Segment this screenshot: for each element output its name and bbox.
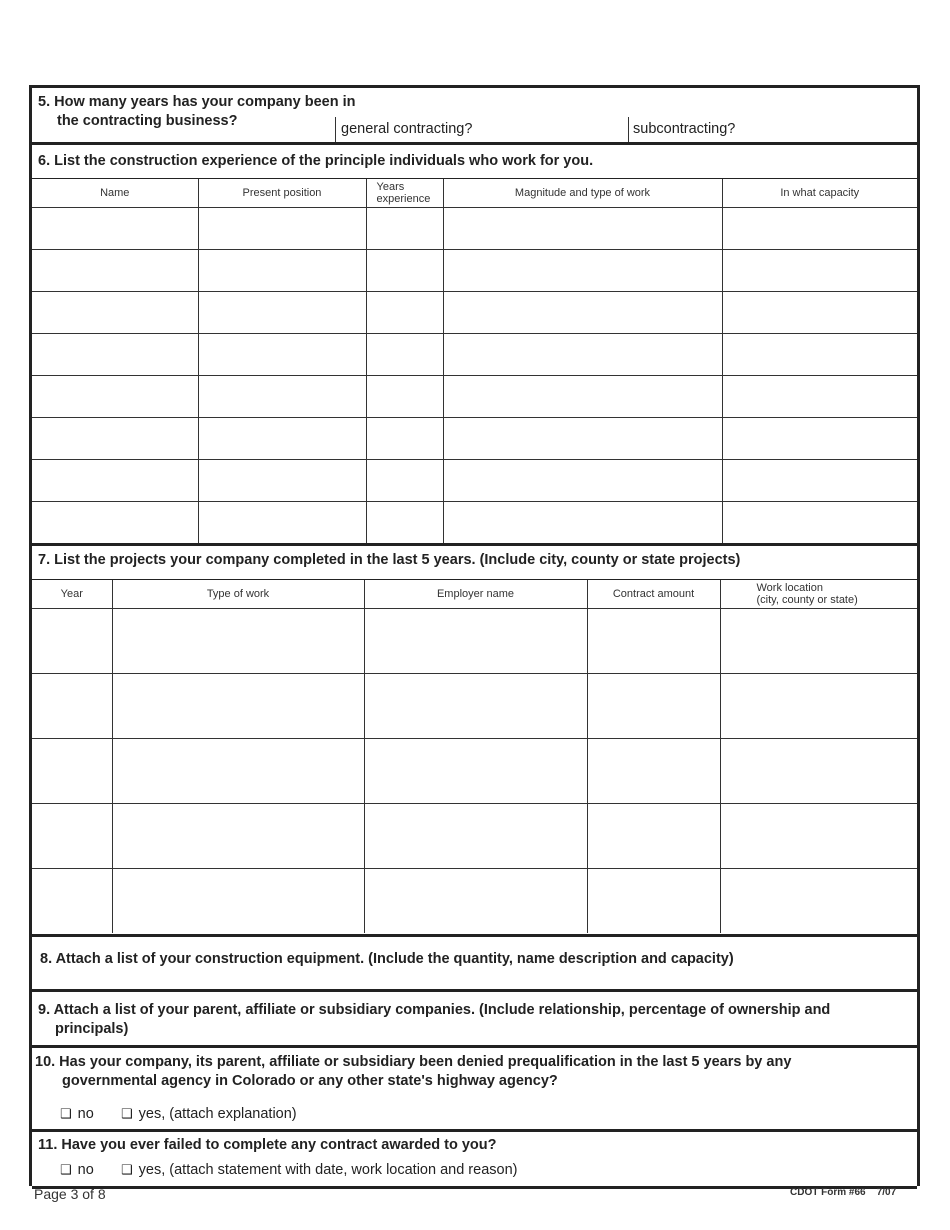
q10-yes-option[interactable]: ❑ yes, (attach explanation) [121,1106,297,1122]
divider [32,543,917,546]
header-contract-amount: Contract amount [587,580,720,608]
table-row[interactable] [32,207,917,249]
subcontracting-field[interactable]: subcontracting? [633,121,736,137]
divider [32,142,917,145]
q7-label: 7. List the projects your company completed in the last 5 years. (Include city, county or state projects) [38,552,741,568]
header-work-location: Work location (city, county or state) [720,580,917,608]
divider [32,1186,917,1189]
checkbox-icon[interactable]: ❑ [121,1106,133,1122]
divider [32,1129,917,1132]
q7-table [32,580,917,933]
table-row[interactable] [32,333,917,375]
q11-yes-option[interactable]: ❑ yes, (attach statement with date, work location and reason) [121,1162,518,1178]
checkbox-icon[interactable]: ❑ [60,1106,72,1122]
q11-label: 11. Have you ever failed to complete any contract awarded to you? [38,1137,497,1153]
table-row[interactable] [32,608,917,673]
table-row[interactable] [32,803,917,868]
table-header-row [32,580,917,608]
table-row[interactable] [32,375,917,417]
q9-label: 9. Attach a list of your parent, affiliate or subsidiary companies. (Include relationship, percentage of ownership and principals) [38,1002,831,1037]
divider [32,1045,917,1048]
q8-label: 8. Attach a list of your construction equipment. (Include the quantity, name description and capacity) [40,951,734,967]
table-header-row [32,179,917,207]
table-row[interactable] [32,249,917,291]
form-id: CDOT Form #66 7/07 [790,1187,897,1198]
header-years-experience: Years experience [366,179,443,207]
q10-label: 10. Has your company, its parent, affiliate or subsidiary been denied prequalification in the last 5 years by any governmental agency in Colorado or any other state's highway agency? [35,1054,792,1089]
header-type-of-work: Type of work [112,580,364,608]
table-row[interactable] [32,868,917,933]
q6-label: 6. List the construction experience of the principle individuals who work for you. [38,153,594,169]
checkbox-icon[interactable]: ❑ [121,1162,133,1178]
table-row[interactable] [32,459,917,501]
q11-no-option[interactable]: ❑ no [60,1162,94,1178]
table-row[interactable] [32,673,917,738]
table-row[interactable] [32,501,917,543]
table-row[interactable] [32,417,917,459]
general-contracting-field[interactable]: general contracting? [341,121,473,137]
page-number: Page 3 of 8 [34,1186,106,1202]
header-magnitude: Magnitude and type of work [443,179,722,207]
divider [628,117,629,142]
header-present-position: Present position [198,179,366,207]
q10-no-option[interactable]: ❑ no [60,1106,94,1122]
checkbox-icon[interactable]: ❑ [60,1162,72,1178]
q5-label: 5. How many years has your company been in the contracting business? [38,94,356,129]
divider [32,934,917,937]
divider [32,989,917,992]
q6-table [32,179,917,543]
table-row[interactable] [32,738,917,803]
header-name: Name [32,179,198,207]
header-year: Year [32,580,112,608]
divider [335,117,336,142]
header-employer-name: Employer name [364,580,587,608]
prequalification-form [29,85,920,1186]
table-row[interactable] [32,291,917,333]
header-capacity: In what capacity [722,179,917,207]
